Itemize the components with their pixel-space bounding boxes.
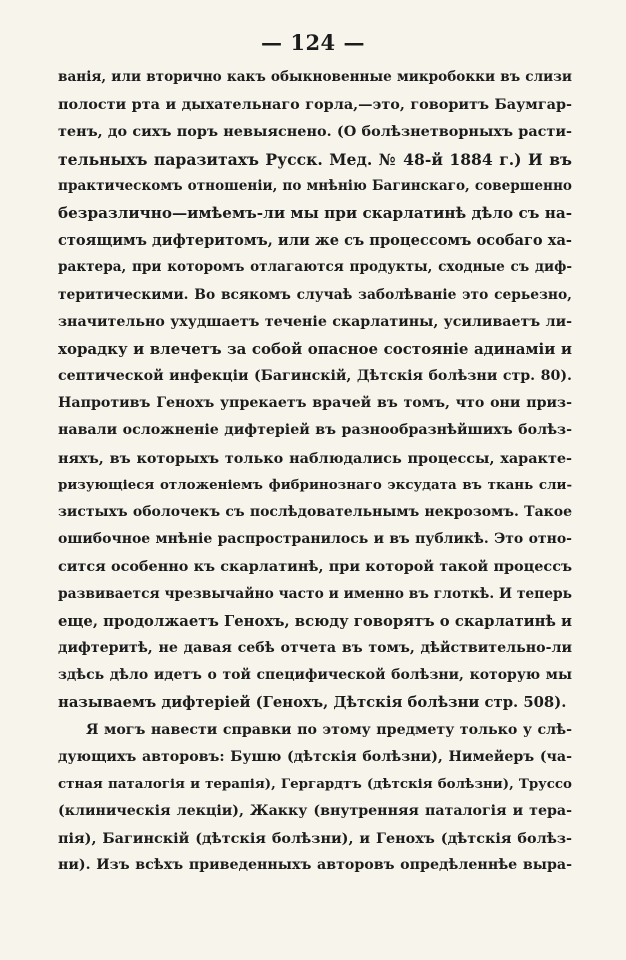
text-line: дующихъ авторовъ: Бушю (дѣтскія болѣзни), Нимейеръ (ча- bbox=[58, 748, 572, 765]
text-line: ризующіеся отложеніемъ фибринознаго эксудата въ ткань сли- bbox=[58, 476, 572, 493]
text-line: стоящимъ дифтеритомъ, или же съ процессомъ особаго ха- bbox=[58, 232, 572, 250]
text-line: практическомъ отношеніи, по мнѣнію Багинскаго, совершенно bbox=[58, 177, 572, 194]
text-line: значительно ухудшаетъ теченіе скарлатины, усиливаетъ ли- bbox=[58, 313, 572, 330]
text-line: хорадку и влечетъ за собой опасное состояніе адинаміи и bbox=[58, 339, 572, 358]
text-line: навали осложненіе дифтеріей въ разнообразнѣйшихъ болѣз- bbox=[58, 422, 572, 439]
text-line: дифтеритѣ, не давая себѣ отчета въ томъ, дѣйствительно-ли bbox=[58, 639, 572, 656]
text-line: Напротивъ Генохъ упрекаетъ врачей въ томъ, что они приз- bbox=[58, 395, 572, 412]
text-line: ни). Изъ всѣхъ приведенныхъ авторовъ опредѣленнѣе выра- bbox=[58, 857, 572, 874]
page-number: — 124 — bbox=[261, 30, 365, 55]
text-line: здѣсь дѣло идетъ о той специфической болѣзни, которую мы bbox=[58, 667, 572, 684]
text-line: рактера, при которомъ отлагаются продукты, сходные съ диф- bbox=[58, 259, 572, 276]
text-line: ванія, или вторично какъ обыкновенные микробокки въ слизи bbox=[58, 69, 572, 85]
text-line: пія), Багинскій (дѣтскія болѣзни), и Генохъ (дѣтскія болѣз- bbox=[58, 830, 572, 848]
text-line: тельныхъ паразитахъ Русск. Мед. № 48-й 1884 г.) И въ bbox=[58, 149, 572, 169]
text-line: теритическими. Во всякомъ случаѣ заболѣваніе это серьезно, bbox=[58, 286, 572, 303]
text-line: безразлично—имѣемъ-ли мы при скарлатинѣ дѣло съ на- bbox=[58, 203, 572, 222]
page-body bbox=[58, 64, 572, 880]
text-line: сится особенно къ скарлатинѣ, при которой такой процессъ bbox=[58, 558, 572, 576]
text-line: развивается чрезвычайно часто и именно въ глоткѣ. И теперь bbox=[58, 585, 573, 602]
text-line: зистыхъ оболочекъ съ послѣдовательнымъ некрозомъ. Такое bbox=[58, 504, 572, 520]
text-line: тенъ, до сихъ поръ невыяснено. (О болѣзнетворныхъ расти- bbox=[58, 123, 572, 141]
text-line: называемъ дифтеріей (Генохъ, Дѣтскія болѣзни стр. 508). bbox=[58, 694, 567, 712]
text-line: няхъ, въ которыхъ только наблюдались процессы, характе- bbox=[58, 449, 572, 467]
text-line: септической инфекціи (Багинскій, Дѣтскія болѣзни стр. 80). bbox=[58, 368, 572, 385]
text-line: еще, продолжаетъ Генохъ, всюду говорятъ о скарлатинѣ и bbox=[58, 612, 572, 630]
paragraph-first-line: Я могъ навести справки по этому предмету только у слѣ- bbox=[86, 721, 572, 738]
text-line: ошибочное мнѣніе распространилось и въ публикѣ. Это отно- bbox=[58, 531, 572, 548]
text-line: стная паталогія и терапія), Гергардтъ (дѣтскія болѣзни), Труссо bbox=[58, 775, 572, 792]
text-line: (клиническія лекціи), Жакку (внутренняя паталогія и тера- bbox=[58, 803, 572, 820]
text-line: полости рта и дыхательнаго горла,—это, говоритъ Баумгар- bbox=[58, 96, 572, 114]
